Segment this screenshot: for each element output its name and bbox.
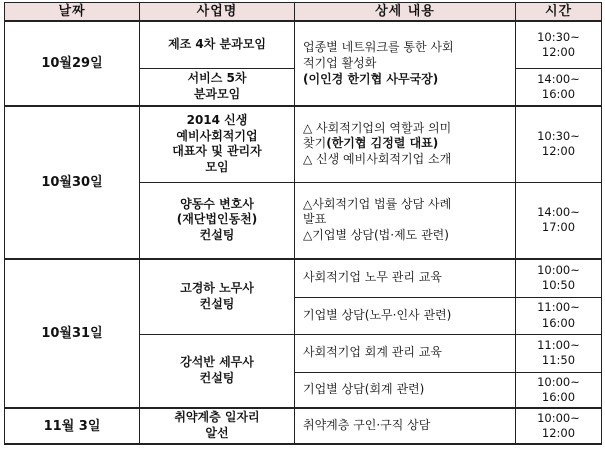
details-cell: 기업별 상담(회계 관련) [295, 372, 516, 408]
time-start: 10:30~ [537, 29, 580, 44]
table-row [5, 106, 602, 182]
time-start: 11:00~ [537, 300, 580, 315]
time-start: 14:00~ [537, 71, 580, 86]
time-cell [516, 21, 602, 68]
time-cell [516, 297, 602, 334]
time-end: 10:50 [541, 278, 576, 293]
time-cell [516, 372, 602, 408]
time-end: 16:00 [541, 315, 576, 330]
schedule-table [4, 2, 602, 445]
program-cell [140, 106, 295, 182]
details-line: △ 사회적기업의 역할과 의미 [303, 120, 452, 135]
header-program: 사업명 [140, 3, 295, 22]
date-cell: 10월31일 [5, 259, 140, 408]
details-line: 적기업 활성화 [303, 55, 377, 70]
header-details: 상세 내용 [295, 3, 516, 22]
time-start: 11:00~ [537, 337, 580, 352]
details-line: 발표 [303, 212, 327, 227]
program-cell [140, 68, 295, 106]
details-cell [295, 21, 516, 106]
program-line: 서비스 5차 [187, 71, 247, 86]
time-start: 10:00~ [537, 410, 580, 425]
date-cell: 10월29일 [5, 21, 140, 106]
time-start: 10:00~ [537, 263, 580, 278]
details-cell: 취약계층 구인·구직 상담 [295, 408, 516, 444]
details-cell: 사회적기업 노무 관리 교육 [295, 259, 516, 297]
program-line: 예비사회적기업 [176, 128, 258, 143]
program-cell [140, 408, 295, 444]
program-cell [140, 259, 295, 334]
time-cell [516, 259, 602, 297]
program-line: 컨설팅 [199, 228, 235, 243]
details-line: △기업별 상담(법·제도 관련) [303, 228, 449, 243]
details-speaker: (한기협 김정렬 대표) [326, 136, 439, 151]
program-cell [140, 21, 295, 68]
time-start: 14:00~ [537, 205, 580, 220]
program-line: 강석반 세무사 [180, 355, 254, 370]
time-cell [516, 334, 602, 372]
time-start: 10:00~ [537, 374, 580, 389]
details-line: 업종별 네트워크를 통한 사회 [303, 39, 454, 54]
time-cell [516, 182, 602, 259]
time-end: 12:00 [541, 426, 576, 441]
time-end: 16:00 [541, 389, 576, 404]
time-end: 11:50 [541, 353, 576, 368]
program-line: 대표자 및 관리자 [172, 144, 262, 159]
program-line: 취약계층 일자리 [174, 410, 260, 425]
program-line: 2014 신생 [186, 112, 248, 127]
details-line: △사회적기업 법률 상담 사례 [303, 196, 452, 211]
date-cell: 11월 3일 [5, 408, 140, 444]
time-cell [516, 68, 602, 106]
program-line: 양동수 변호사 [180, 196, 254, 211]
table-row [5, 408, 602, 444]
details-line [303, 136, 511, 152]
date-cell: 10월30일 [5, 106, 140, 259]
program-line: 컨설팅 [199, 370, 235, 385]
program-line: 고경하 노무사 [180, 281, 254, 296]
program-line: 모임 [205, 160, 229, 175]
header-row [5, 3, 602, 22]
details-cell: 기업별 상담(노무·인사 관련) [295, 297, 516, 334]
time-end: 16:00 [541, 86, 576, 101]
time-end: 12:00 [541, 144, 576, 159]
program-cell [140, 334, 295, 408]
details-line: △ 신생 예비사회적기업 소개 [303, 152, 452, 167]
details-speaker: (이인경 한기협 사무국장) [303, 71, 439, 86]
details-cell: 사회적기업 회계 관리 교육 [295, 334, 516, 372]
details-cell [295, 182, 516, 259]
details-cell [295, 106, 516, 182]
time-end: 12:00 [541, 44, 576, 59]
program-line: 제조 4차 분과모임 [168, 36, 266, 51]
table-row [5, 259, 602, 297]
program-line: (재단법인동천) [176, 212, 258, 227]
time-cell [516, 106, 602, 182]
table-row [5, 21, 602, 68]
program-line: 알선 [205, 426, 229, 441]
header-date: 날짜 [5, 3, 140, 22]
program-line: 분과모임 [193, 86, 241, 101]
details-text: 찾기 [303, 136, 327, 151]
program-cell [140, 182, 295, 259]
time-cell [516, 408, 602, 444]
time-end: 17:00 [541, 220, 576, 235]
header-time: 시간 [516, 3, 602, 22]
time-start: 10:30~ [537, 129, 580, 144]
program-line: 컨설팅 [199, 296, 235, 311]
